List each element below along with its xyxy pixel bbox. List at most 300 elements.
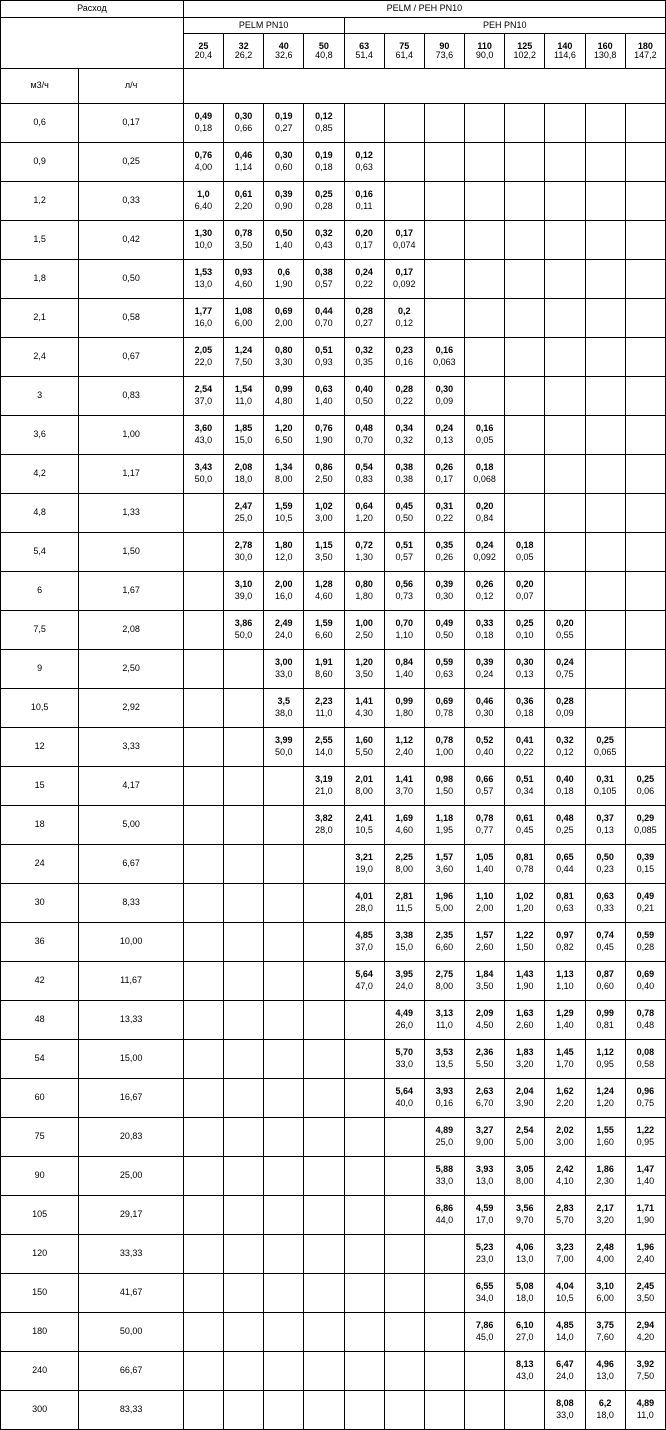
- value-cell: [625, 806, 665, 845]
- pressure-loss-value: 38,0: [274, 708, 293, 718]
- value-cell: [585, 1313, 625, 1352]
- pressure-loss-value: 5,00: [516, 1137, 534, 1147]
- velocity-value: 0,25: [596, 735, 614, 746]
- pressure-loss-value: 11,0: [636, 1410, 654, 1420]
- velocity-value: 7,86: [475, 1320, 494, 1331]
- value-cell: [625, 1391, 665, 1430]
- value-cell: [264, 455, 304, 494]
- velocity-value: 5,88: [435, 1164, 454, 1175]
- value-cell: [465, 689, 505, 728]
- velocity-value: 2,08: [234, 462, 253, 473]
- table-header: [1, 1, 666, 104]
- flow-m3h-cell: 0,6: [1, 104, 79, 143]
- velocity-value: 0,30: [274, 150, 293, 161]
- velocity-value: 0,39: [274, 189, 293, 200]
- value-cell: [545, 1235, 585, 1274]
- table-row: [1, 338, 666, 377]
- velocity-value: 4,85: [355, 930, 373, 941]
- pressure-loss-value: 1,40: [395, 669, 414, 679]
- value-cell: [424, 1391, 464, 1430]
- pressure-loss-value: 16,0: [274, 591, 293, 601]
- pressure-loss-value: 0,22: [395, 396, 414, 406]
- value-cell: [545, 884, 585, 923]
- velocity-value: 0,51: [516, 774, 534, 785]
- flow-m3h-cell: 10,5: [1, 689, 79, 728]
- velocity-value: 0,24: [355, 267, 373, 278]
- pressure-loss-value: 8,00: [395, 864, 414, 874]
- value-cell: [545, 182, 585, 221]
- pressure-loss-value: 7,50: [234, 357, 253, 367]
- value-cell: [264, 221, 304, 260]
- value-cell: [183, 143, 223, 182]
- pressure-loss-value: 50,0: [274, 747, 293, 757]
- pressure-loss-value: 8,60: [315, 669, 333, 679]
- value-cell: [585, 728, 625, 767]
- value-cell: [223, 1001, 263, 1040]
- value-cell: [304, 143, 344, 182]
- pressure-loss-value: 0,32: [395, 435, 414, 445]
- pressure-loss-value: 0,28: [636, 942, 655, 952]
- pressure-loss-value: 1,20: [355, 513, 373, 523]
- flow-m3h-cell: 120: [1, 1235, 79, 1274]
- value-cell: [344, 1157, 384, 1196]
- value-cell: [505, 221, 545, 260]
- table-row: [1, 923, 666, 962]
- value-cell: [344, 884, 384, 923]
- value-cell: [344, 611, 384, 650]
- value-cell: [424, 572, 464, 611]
- pressure-loss-value: 1,40: [475, 864, 494, 874]
- pressure-loss-value: 33,0: [274, 669, 293, 679]
- velocity-value: 3,38: [395, 930, 414, 941]
- dn-column-8: [505, 34, 545, 69]
- value-cell: [465, 1001, 505, 1040]
- velocity-value: 5,64: [395, 1086, 414, 1097]
- table-row: [1, 494, 666, 533]
- velocity-value: 3,92: [636, 1359, 655, 1370]
- flow-lh-cell: 1,00: [79, 416, 183, 455]
- pressure-loss-value: 18,0: [234, 474, 253, 484]
- pressure-loss-value: 43,0: [516, 1371, 534, 1381]
- value-cell: [424, 104, 464, 143]
- velocity-value: 0,16: [435, 345, 454, 356]
- value-cell: [625, 299, 665, 338]
- pressure-loss-value: 6,70: [475, 1098, 494, 1108]
- velocity-value: 0,78: [475, 813, 494, 824]
- velocity-value: 1,24: [234, 345, 253, 356]
- kv-value: 32,6: [274, 50, 293, 60]
- value-cell: [424, 1235, 464, 1274]
- velocity-value: 0,38: [315, 267, 333, 278]
- value-cell: [344, 572, 384, 611]
- velocity-value: 2,05: [194, 345, 213, 356]
- velocity-value: 4,59: [475, 1203, 494, 1214]
- pressure-loss-value: 19,0: [355, 864, 373, 874]
- value-cell: [424, 1157, 464, 1196]
- value-cell: [424, 611, 464, 650]
- value-cell: [585, 377, 625, 416]
- velocity-value: 2,63: [475, 1086, 494, 1097]
- value-cell: [223, 299, 263, 338]
- pressure-loss-value: 0,81: [596, 1020, 614, 1030]
- pressure-loss-value: 0,33: [596, 903, 614, 913]
- velocity-value: 1,43: [516, 969, 534, 980]
- value-cell: [625, 1274, 665, 1313]
- value-cell: [183, 845, 223, 884]
- velocity-value: 5,70: [395, 1047, 414, 1058]
- velocity-value: 0,23: [395, 345, 414, 356]
- flow-lh-cell: 3,33: [79, 728, 183, 767]
- flow-lh-cell: 29,17: [79, 1196, 183, 1235]
- value-cell: [304, 1040, 344, 1079]
- value-cell: [223, 1196, 263, 1235]
- velocity-value: 0,81: [516, 852, 534, 863]
- pressure-loss-value: 0,074: [392, 240, 416, 250]
- value-cell: [625, 1313, 665, 1352]
- value-cell: [183, 650, 223, 689]
- velocity-value: 0,2: [398, 306, 411, 317]
- value-cell: [264, 845, 304, 884]
- value-cell: [304, 1352, 344, 1391]
- pressure-loss-value: 0,063: [433, 357, 456, 367]
- value-cell: [183, 1001, 223, 1040]
- value-cell: [625, 104, 665, 143]
- pressure-loss-value: 0,66: [234, 123, 253, 133]
- value-cell: [625, 533, 665, 572]
- pressure-loss-value: 3,00: [315, 513, 333, 523]
- table-row: [1, 260, 666, 299]
- pressure-loss-value: 0,57: [315, 279, 333, 289]
- pressure-loss-value: 6,50: [274, 435, 293, 445]
- pressure-loss-value: 0,78: [516, 864, 534, 874]
- pressure-loss-value: 0,50: [355, 396, 373, 406]
- header-blank-corner: [1, 18, 184, 69]
- pressure-loss-value: 14,0: [315, 747, 333, 757]
- value-cell: [344, 494, 384, 533]
- value-cell: [344, 806, 384, 845]
- value-cell: [304, 884, 344, 923]
- flow-lh-cell: 50,00: [79, 1313, 183, 1352]
- velocity-value: 0,34: [395, 423, 414, 434]
- velocity-value: 0,61: [516, 813, 534, 824]
- velocity-value: 0,49: [636, 891, 655, 902]
- value-cell: [344, 1196, 384, 1235]
- velocity-value: 0,51: [315, 345, 333, 356]
- value-cell: [264, 1352, 304, 1391]
- velocity-value: 0,48: [355, 423, 373, 434]
- value-cell: [505, 182, 545, 221]
- value-cell: [424, 377, 464, 416]
- value-cell: [223, 962, 263, 1001]
- pressure-loss-value: 0,22: [355, 279, 373, 289]
- pressure-loss-value: 5,50: [475, 1059, 494, 1069]
- pressure-loss-value: 11,0: [315, 708, 333, 718]
- pressure-loss-value: 3,00: [556, 1137, 574, 1147]
- value-cell: [344, 845, 384, 884]
- velocity-value: 2,94: [636, 1320, 655, 1331]
- flow-lh-cell: 2,92: [79, 689, 183, 728]
- value-cell: [505, 1235, 545, 1274]
- value-cell: [545, 416, 585, 455]
- value-cell: [465, 1118, 505, 1157]
- dn-value: 40: [278, 40, 289, 51]
- pressure-loss-value: 1,90: [315, 435, 333, 445]
- value-cell: [625, 143, 665, 182]
- value-cell: [264, 1235, 304, 1274]
- pressure-loss-value: 0,13: [596, 825, 614, 835]
- value-cell: [545, 1040, 585, 1079]
- value-cell: [625, 923, 665, 962]
- pressure-loss-value: 13,0: [516, 1254, 534, 1264]
- kv-value: 51,4: [355, 50, 373, 60]
- pressure-loss-value: 8,00: [355, 786, 373, 796]
- pressure-loss-value: 1,40: [274, 240, 293, 250]
- value-cell: [585, 1040, 625, 1079]
- value-cell: [384, 1079, 424, 1118]
- pressure-loss-value: 2,60: [475, 942, 494, 952]
- value-cell: [465, 1352, 505, 1391]
- pressure-loss-value: 1,40: [556, 1020, 574, 1030]
- value-cell: [505, 1352, 545, 1391]
- value-cell: [625, 1196, 665, 1235]
- value-cell: [505, 299, 545, 338]
- velocity-value: 0,69: [636, 969, 655, 980]
- value-cell: [545, 299, 585, 338]
- value-cell: [384, 260, 424, 299]
- value-cell: [264, 1196, 304, 1235]
- value-cell: [183, 689, 223, 728]
- value-cell: [505, 845, 545, 884]
- velocity-value: 2,01: [355, 774, 373, 785]
- pressure-loss-value: 15,0: [234, 435, 253, 445]
- pressure-loss-value: 5,00: [435, 903, 454, 913]
- pressure-loss-value: 0,28: [315, 201, 333, 211]
- velocity-value: 0,32: [315, 228, 333, 239]
- value-cell: [505, 260, 545, 299]
- value-cell: [585, 338, 625, 377]
- pressure-loss-value: 4,00: [596, 1254, 614, 1264]
- value-cell: [465, 1157, 505, 1196]
- flow-lh-cell: 1,50: [79, 533, 183, 572]
- value-cell: [545, 1352, 585, 1391]
- velocity-value: 3,19: [315, 774, 333, 785]
- value-cell: [625, 377, 665, 416]
- value-cell: [585, 572, 625, 611]
- pressure-loss-value: 9,70: [516, 1215, 534, 1225]
- pressure-loss-value: 7,60: [596, 1332, 614, 1342]
- velocity-value: 3,43: [194, 462, 213, 473]
- value-cell: [223, 1118, 263, 1157]
- value-cell: [223, 1157, 263, 1196]
- value-cell: [424, 494, 464, 533]
- pressure-loss-value: 0,83: [355, 474, 373, 484]
- value-cell: [585, 104, 625, 143]
- value-cell: [304, 1196, 344, 1235]
- velocity-value: 0,52: [475, 735, 494, 746]
- value-cell: [304, 923, 344, 962]
- pressure-loss-value: 33,0: [556, 1410, 574, 1420]
- dn-column-5: [384, 34, 424, 69]
- value-cell: [424, 533, 464, 572]
- velocity-value: 0,18: [475, 462, 494, 473]
- velocity-value: 0,30: [435, 384, 454, 395]
- value-cell: [465, 650, 505, 689]
- pressure-loss-value: 0,38: [395, 474, 414, 484]
- value-cell: [264, 923, 304, 962]
- table-row: [1, 1118, 666, 1157]
- flow-unit-m3h: м3/ч: [1, 69, 79, 104]
- velocity-value: 0,31: [435, 501, 454, 512]
- value-cell: [304, 806, 344, 845]
- table-row: [1, 806, 666, 845]
- velocity-value: 3,27: [475, 1125, 494, 1136]
- value-cell: [585, 1157, 625, 1196]
- value-cell: [424, 767, 464, 806]
- velocity-value: 2,02: [556, 1125, 574, 1136]
- value-cell: [384, 416, 424, 455]
- pressure-loss-value: 8,00: [435, 981, 454, 991]
- value-cell: [424, 923, 464, 962]
- velocity-value: 2,48: [596, 1242, 614, 1253]
- velocity-value: 2,55: [315, 735, 333, 746]
- value-cell: [505, 416, 545, 455]
- value-cell: [505, 923, 545, 962]
- value-cell: [505, 611, 545, 650]
- value-cell: [223, 1274, 263, 1313]
- velocity-value: 0,98: [435, 774, 454, 785]
- value-cell: [505, 1118, 545, 1157]
- table-row: [1, 1313, 666, 1352]
- velocity-value: 0,16: [355, 189, 373, 200]
- pressure-loss-value: 0,18: [475, 630, 494, 640]
- value-cell: [545, 689, 585, 728]
- dn-value: 140: [557, 40, 573, 51]
- value-cell: [344, 1118, 384, 1157]
- value-cell: [585, 533, 625, 572]
- velocity-value: 1,77: [194, 306, 213, 317]
- table-row: [1, 1079, 666, 1118]
- pressure-loss-value: 0,63: [355, 162, 373, 172]
- table-row: [1, 416, 666, 455]
- pressure-loss-value: 0,12: [475, 591, 494, 601]
- value-cell: [304, 221, 344, 260]
- velocity-value: 0,24: [435, 423, 454, 434]
- kv-value: 102,2: [513, 50, 537, 60]
- value-cell: [545, 1274, 585, 1313]
- velocity-value: 0,93: [234, 267, 253, 278]
- dn-column-1: [223, 34, 263, 69]
- value-cell: [183, 260, 223, 299]
- header-group-peh: PEH PN10: [344, 18, 666, 34]
- flow-m3h-cell: 2,4: [1, 338, 79, 377]
- pressure-loss-value: 0,40: [475, 747, 494, 757]
- header-group-pelm: PELM PN10: [183, 18, 344, 34]
- velocity-value: 0,97: [556, 930, 574, 941]
- velocity-value: 1,10: [475, 891, 494, 902]
- value-cell: [304, 533, 344, 572]
- value-cell: [505, 1001, 545, 1040]
- velocity-value: 0,80: [274, 345, 293, 356]
- pressure-loss-value: 1,70: [556, 1059, 574, 1069]
- velocity-value: 1,45: [556, 1047, 574, 1058]
- value-cell: [545, 923, 585, 962]
- value-cell: [585, 923, 625, 962]
- flow-lh-cell: 33,33: [79, 1235, 183, 1274]
- value-cell: [585, 806, 625, 845]
- pressure-loss-value: 4,60: [315, 591, 333, 601]
- pressure-loss-value: 24,0: [274, 630, 293, 640]
- value-cell: [424, 806, 464, 845]
- flow-m3h-cell: 42: [1, 962, 79, 1001]
- pressure-loss-value: 43,0: [194, 435, 213, 445]
- pressure-loss-value: 17,0: [475, 1215, 494, 1225]
- value-cell: [625, 260, 665, 299]
- pressure-loss-value: 13,0: [596, 1371, 614, 1381]
- pressure-loss-value: 4,50: [475, 1020, 494, 1030]
- value-cell: [424, 1196, 464, 1235]
- value-cell: [304, 182, 344, 221]
- pressure-loss-value: 0,26: [435, 552, 454, 562]
- flow-m3h-cell: 180: [1, 1313, 79, 1352]
- value-cell: [344, 1352, 384, 1391]
- pressure-loss-value: 2,60: [516, 1020, 534, 1030]
- velocity-value: 2,00: [274, 579, 293, 590]
- velocity-value: 3,86: [234, 618, 253, 629]
- value-cell: [465, 1040, 505, 1079]
- value-cell: [223, 923, 263, 962]
- value-cell: [384, 962, 424, 1001]
- pressure-loss-value: 0,16: [435, 1098, 454, 1108]
- table-row: [1, 962, 666, 1001]
- velocity-value: 0,59: [636, 930, 655, 941]
- value-cell: [465, 923, 505, 962]
- flow-lh-cell: 0,83: [79, 377, 183, 416]
- dn-value: 110: [477, 40, 492, 51]
- velocity-value: 0,80: [355, 579, 373, 590]
- flow-unit-lh: л/ч: [79, 69, 183, 104]
- value-cell: [183, 221, 223, 260]
- value-cell: [625, 182, 665, 221]
- value-cell: [625, 1157, 665, 1196]
- value-cell: [465, 104, 505, 143]
- dn-column-3: [304, 34, 344, 69]
- value-cell: [545, 650, 585, 689]
- value-cell: [384, 377, 424, 416]
- velocity-value: 2,17: [596, 1203, 614, 1214]
- value-cell: [304, 1235, 344, 1274]
- velocity-value: 1,29: [556, 1008, 574, 1019]
- value-cell: [344, 1235, 384, 1274]
- value-cell: [183, 377, 223, 416]
- dn-value: 25: [198, 40, 209, 51]
- value-cell: [505, 533, 545, 572]
- velocity-value: 3,75: [596, 1320, 614, 1331]
- kv-value: 26,2: [234, 50, 253, 60]
- velocity-value: 1,57: [435, 852, 454, 863]
- velocity-value: 0,19: [315, 150, 333, 161]
- value-cell: [545, 1118, 585, 1157]
- value-cell: [625, 1352, 665, 1391]
- pressure-loss-value: 0,05: [475, 435, 494, 445]
- velocity-value: 1,12: [395, 735, 414, 746]
- velocity-value: 0,99: [274, 384, 293, 395]
- flow-m3h-cell: 2,1: [1, 299, 79, 338]
- pressure-loss-value: 11,0: [436, 1020, 453, 1030]
- flow-lh-cell: 16,67: [79, 1079, 183, 1118]
- velocity-value: 2,09: [475, 1008, 494, 1019]
- pressure-loss-value: 2,30: [596, 1176, 614, 1186]
- pressure-loss-value: 0,43: [315, 240, 333, 250]
